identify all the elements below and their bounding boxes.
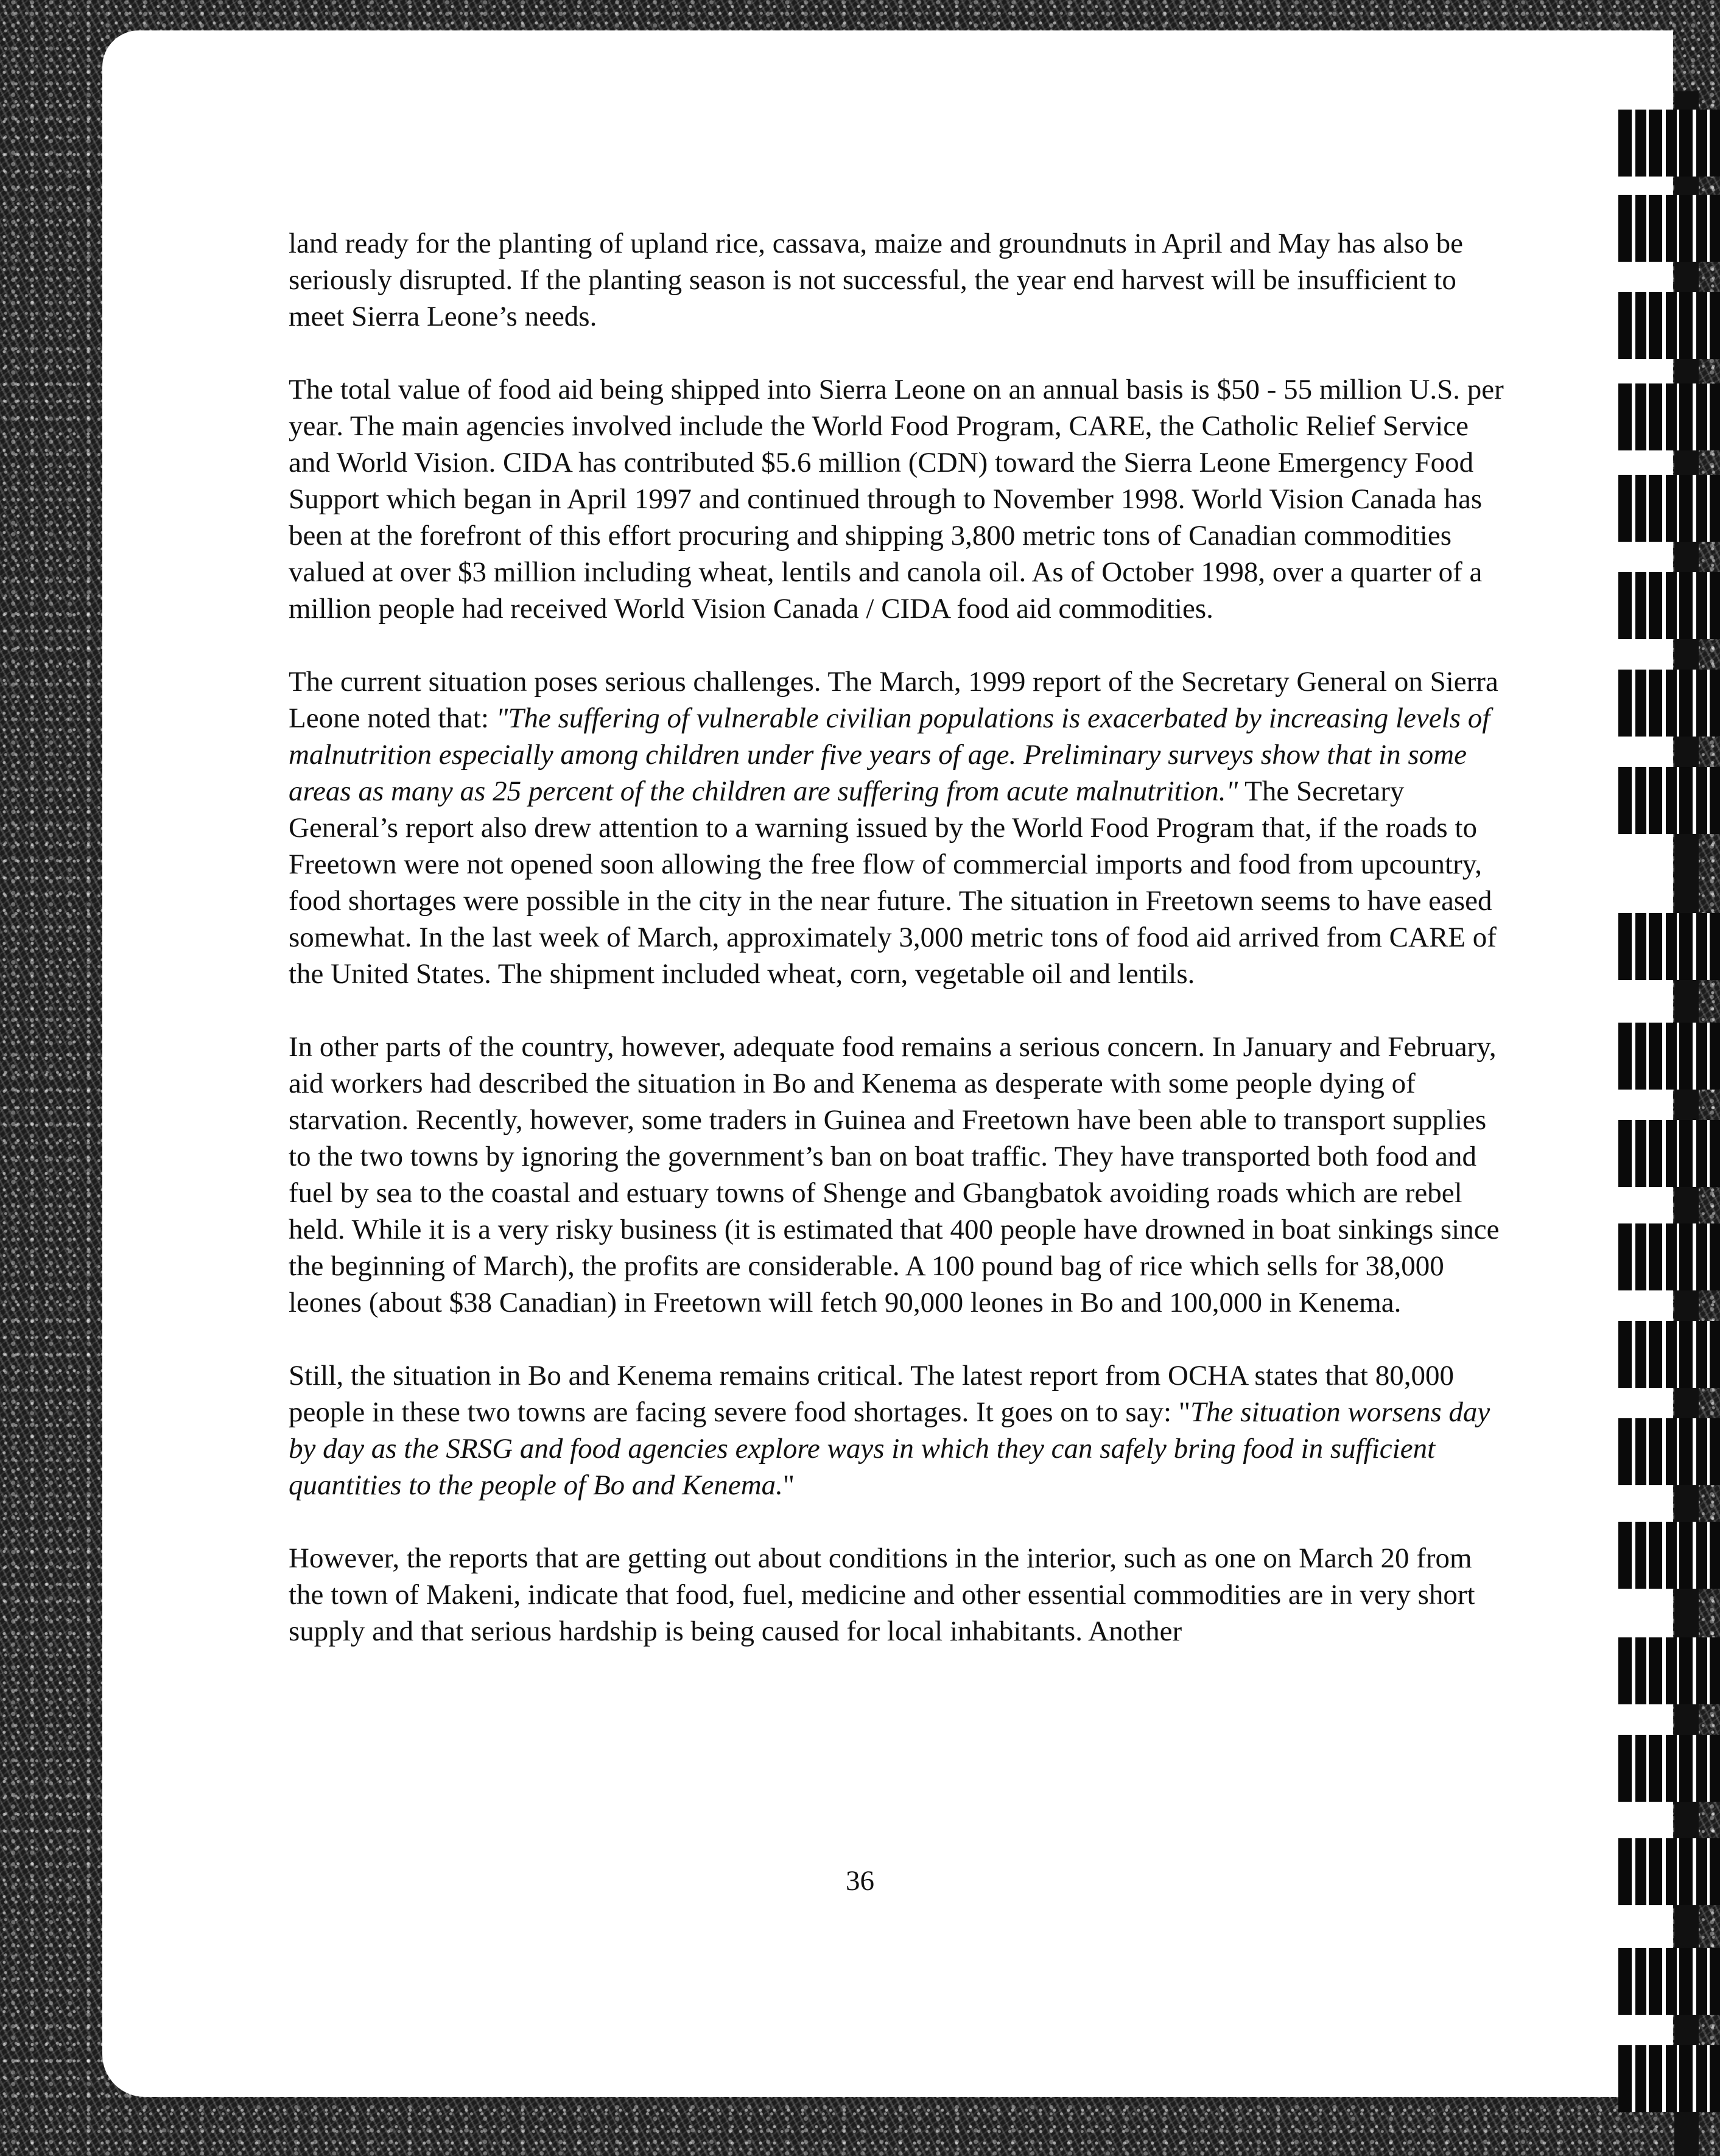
paragraph <box>289 371 1512 627</box>
binding-ring <box>1618 1522 1720 1589</box>
paragraph <box>289 663 1512 992</box>
page-number: 36 <box>846 1865 874 1897</box>
binding-ring <box>1618 913 1720 980</box>
paragraph-text: However, the reports that are getting out about conditions in the interior, such as one on March 20 from the town of Makeni, indicate that food, fuel, medicine and other essential commodities are in very short supply and that serious hardship is being caused for local inhabitants. Another <box>289 1542 1475 1647</box>
binding-ring <box>1618 670 1720 737</box>
binding-ring <box>1618 1637 1720 1704</box>
paragraph-text: The current situation poses serious challenges. The March, 1999 report of the Secretary General on Sierra Leone noted that: <box>289 666 1498 734</box>
body-text <box>289 225 1512 1686</box>
binding-ring <box>1618 383 1720 450</box>
paragraph-text: " <box>782 1469 795 1501</box>
paragraph <box>289 225 1512 335</box>
binding-ring <box>1618 572 1720 639</box>
paragraph-text: Still, the situation in Bo and Kenema remains critical. The latest report from OCHA states that 80,000 people in these two towns are facing severe food shortages. It goes on to say: " <box>289 1360 1454 1428</box>
binding-ring <box>1618 1735 1720 1802</box>
paragraph-text: land ready for the planting of upland rice, cassava, maize and groundnuts in April and May has also be seriously disrupted. If the planting season is not successful, the year end harvest will be insufficient to meet Sierra Leone’s needs. <box>289 228 1464 332</box>
spiral-binding <box>1595 91 1720 2156</box>
quoted-text: "The suffering of vulnerable civilian populations is exacerbated by increasing levels of malnutrition especially among children under five years of age. Preliminary surveys show that in some areas as many as 25 percent of the children are suffering from acute malnutrition." <box>289 702 1490 807</box>
paragraph <box>289 1540 1512 1650</box>
paragraph <box>289 1357 1512 1503</box>
binding-ring <box>1618 1023 1720 1090</box>
binding-ring <box>1618 1120 1720 1187</box>
binding-ring <box>1618 195 1720 262</box>
binding-ring <box>1618 475 1720 542</box>
quoted-text: The situation worsens day by day as the SRSG and food agencies explore ways in which they can safely bring food in sufficient quantities to the people of Bo and Kenema. <box>289 1396 1490 1501</box>
binding-ring <box>1618 292 1720 359</box>
paragraph <box>289 1029 1512 1321</box>
binding-ring <box>1618 1418 1720 1485</box>
binding-ring <box>1618 767 1720 834</box>
binding-ring <box>1618 110 1720 177</box>
paragraph-text: The Secretary General’s report also drew attention to a warning issued by the World Food Program that, if the roads to Freetown were not opened soon allowing the free flow of commercial imports and food from upcountry, food shortages were possible in the city in the near future. The situation in Freetown seems to have eased somewhat. In the last week of March, approximately 3,000 metric tons of food aid arrived from CARE of the United States. The shipment included wheat, corn, vegetable oil and lentils. <box>289 775 1497 990</box>
binding-ring <box>1618 1223 1720 1290</box>
paragraph-text: In other parts of the country, however, adequate food remains a serious concern. In January and February, aid workers had described the situation in Bo and Kenema as desperate with some people dying of starvation. Recently, however, some traders in Guinea and Freetown have been able to transport supplies to the two towns by ignoring the government’s ban on boat traffic. They have transported both food and fuel by sea to the coastal and estuary towns of Shenge and Gbangbatok avoiding roads which are rebel held. While it is a very risky business (it is estimated that 400 people have drowned in boat sinkings since the beginning of March), the profits are considerable. A 100 pound bag of rice which sells for 38,000 leones (about $38 Canadian) in Freetown will fetch 90,000 leones in Bo and 100,000 in Kenema. <box>289 1031 1500 1318</box>
binding-ring <box>1618 1948 1720 2015</box>
binding-ring <box>1618 1321 1720 1388</box>
binding-ring <box>1618 2045 1720 2112</box>
paragraph-text: The total value of food aid being shipped into Sierra Leone on an annual basis is $50 - 55 million U.S. per year. The main agencies involved include the World Food Program, CARE, the Catholic Relief Service and World Vision. CIDA has contributed $5.6 million (CDN) toward the Sierra Leone Emergency Food Support which began in April 1997 and continued through to November 1998. World Vision Canada has been at the forefront of this effort procuring and shipping 3,800 metric tons of Canadian commodities valued at over $3 million including wheat, lentils and canola oil. As of October 1998, over a quarter of a million people had received World Vision Canada / CIDA food aid commodities. <box>289 374 1504 625</box>
